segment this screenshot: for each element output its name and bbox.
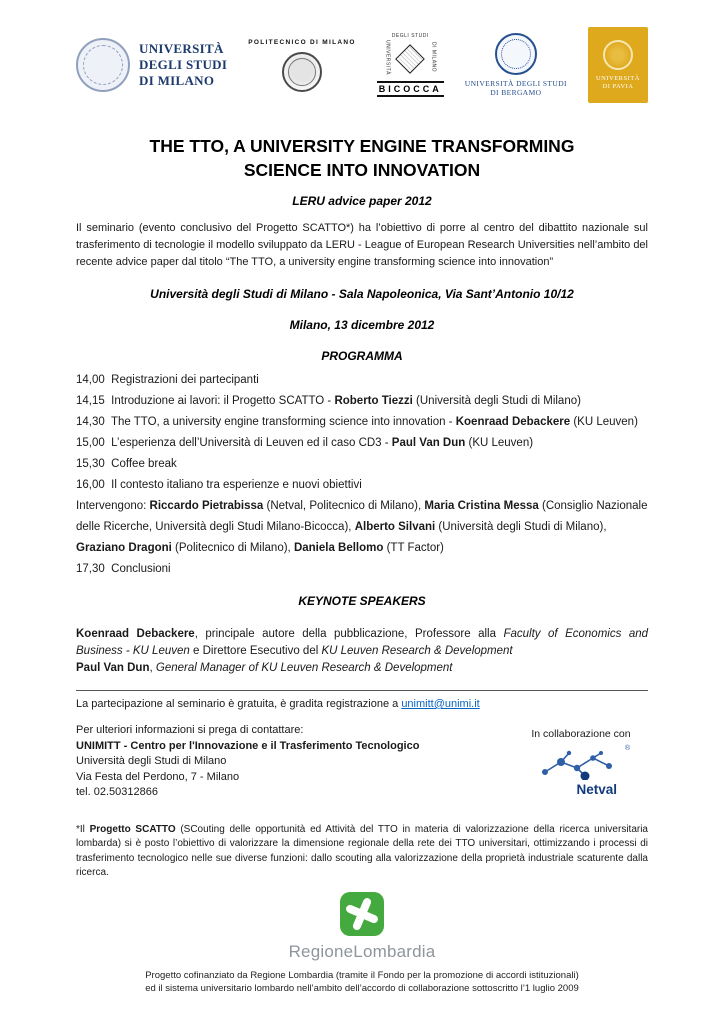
collaboration-block <box>514 723 648 799</box>
page-title <box>76 134 648 182</box>
contact-university: Università degli Studi di Milano <box>76 755 227 767</box>
program-list <box>76 370 651 580</box>
netval-logo <box>539 745 630 797</box>
registered-trademark-symbol: ® <box>624 745 630 752</box>
pavia-logo-text: UNIVERSITÀ DI PAVIA <box>595 74 640 90</box>
netval-network-icon <box>539 750 623 780</box>
polimi-logo <box>248 39 355 92</box>
title-line-1: THE TTO, A UNIVERSITY ENGINE TRANSFORMING <box>149 136 575 156</box>
bicocca-top-text: DEGLI STUDI <box>391 33 429 39</box>
unimi-logo-text <box>139 41 227 89</box>
email-link[interactable]: unimitt@unimi.it <box>401 698 480 710</box>
footnote-paragraph: *Il Progetto SCATTO (SCouting delle opportunità ed Attività del TTO in materia di valorizzazione della ricerca universitaria lombarda) si è posto l’obiettivo di valorizzare la dimensione regionale della rete dei TTO universitari, ottimizzando i processi di trasferimento tecnologico nelle sue diverse funzioni: dallo scouting alla valorizzazione della proprietà industriale scaturente dalla ricerca. <box>76 823 648 878</box>
footer <box>76 969 648 995</box>
venue-line: Università degli Studi di Milano - Sala Napoleonica, Via Sant’Antonio 10/12 <box>150 287 574 301</box>
contact-address: Via Festa del Perdono, 7 - Milano <box>76 770 240 783</box>
unimi-logo <box>76 38 227 92</box>
program-item: 17,30 Conclusioni <box>76 563 171 575</box>
netval-logo-text: Netval <box>576 782 617 797</box>
bicocca-logo <box>377 33 444 97</box>
subtitle: LERU advice paper 2012 <box>292 194 432 208</box>
program-item: 14,15 Introduzione ai lavori: il Progetto SCATTO - Roberto Tiezzi (Università degli Studi di Milano) <box>76 395 581 407</box>
contact-phone: tel. 02.50312866 <box>76 786 158 798</box>
footer-line-2: ed il sistema universitario lombardo nell’ambito dell’accordo di collaborazione sottoscritto l’1 luglio 2009 <box>145 982 579 994</box>
bicocca-emblem-icon <box>383 33 437 79</box>
contact-section <box>76 723 648 801</box>
bicocca-diamond-icon <box>395 44 425 74</box>
polimi-seal-icon <box>282 52 322 92</box>
unimi-logo-line: UNIVERSITÀ <box>139 41 224 56</box>
contact-org: UNIMITT - Centro per l'Innovazione e il Trasferimento Tecnologico <box>76 739 420 752</box>
footer-line-1: Progetto cofinanziato da Regione Lombardia (tramite il Fondo per la promozione di accordi istituzionali) <box>145 969 579 981</box>
keynote-speaker-1: Koenraad Debackere, principale autore della pubblicazione, Professore alla Faculty of Economics and Business - KU Leuven e Direttore Esecutivo del KU Leuven Research & Development <box>76 628 649 657</box>
bergamo-logo <box>465 33 567 97</box>
program-item: 14,30 The TTO, a university engine transforming science into innovation - Koenraad Debackere (KU Leuven) <box>76 416 638 428</box>
unimi-logo-line: DI MILANO <box>139 73 215 88</box>
pavia-logo <box>588 27 648 103</box>
collaboration-label: In collaborazione con <box>531 728 631 740</box>
regione-lombardia-wordmark: RegioneLombardia <box>288 941 436 961</box>
program-item: 15,30 Coffee break <box>76 458 177 470</box>
date-line: Milano, 13 dicembre 2012 <box>289 318 435 332</box>
header-logo-strip <box>76 22 648 108</box>
intro-paragraph: Il seminario (evento conclusivo del Progetto SCATTO*) ha l’obiettivo di porre al centro del dibattito nazionale sul trasferimento di tecnologie il modello sviluppato da LERU - League of European Research Universities nell’ambito del recente advice paper dal titolo “The TTO, a university engine transforming science into innovation” <box>76 222 648 268</box>
program-item: 16,00 Il contesto italiano tra esperienze e nuovi obiettivi <box>76 479 362 491</box>
title-line-2: SCIENCE INTO INNOVATION <box>243 160 481 180</box>
bergamo-logo-text: UNIVERSITÀ DEGLI STUDI DI BERGAMO <box>464 79 567 97</box>
unimi-logo-line: DEGLI STUDI <box>139 57 228 72</box>
keynote-speaker-2: Paul Van Dun, General Manager of KU Leuven Research & Development <box>76 662 453 674</box>
bicocca-left-text: UNIVERSITÀ <box>384 40 391 76</box>
regione-lombardia-logo-icon <box>340 892 384 936</box>
program-item: 14,00 Registrazioni dei partecipanti <box>76 374 259 386</box>
regione-lombardia-block <box>76 892 648 962</box>
program-item: Intervengono: Riccardo Pietrabissa (Netval, Politecnico di Milano), Maria Cristina Messa (Consiglio Nazionale delle Ricerche, Università degli Studi Milano-Bicocca), Alberto Silvani (Università degli Studi di Milano), Graziano Dragoni (Politecnico di Milano), Daniela Bellomo (TT Factor) <box>76 500 651 554</box>
registration-line: La partecipazione al seminario è gratuita, è gradita registrazione a unimitt@unimi.it <box>76 698 480 710</box>
program-heading: PROGRAMMA <box>321 349 403 363</box>
bergamo-seal-icon <box>495 33 537 75</box>
keynote-heading: KEYNOTE SPEAKERS <box>298 594 426 608</box>
program-item: 15,00 L’esperienza dell’Università di Leuven ed il caso CD3 - Paul Van Dun (KU Leuven) <box>76 437 534 449</box>
contact-block <box>76 723 419 801</box>
pavia-seal-icon <box>603 40 633 70</box>
contact-intro: Per ulteriori informazioni si prega di contattare: <box>76 724 304 736</box>
polimi-logo-text: POLITECNICO DI MILANO <box>248 38 356 46</box>
bicocca-right-text: DI MILANO <box>430 42 437 73</box>
section-divider <box>76 690 648 691</box>
unimi-seal-icon <box>76 38 130 92</box>
bicocca-logo-text: BICOCCA <box>377 81 444 97</box>
